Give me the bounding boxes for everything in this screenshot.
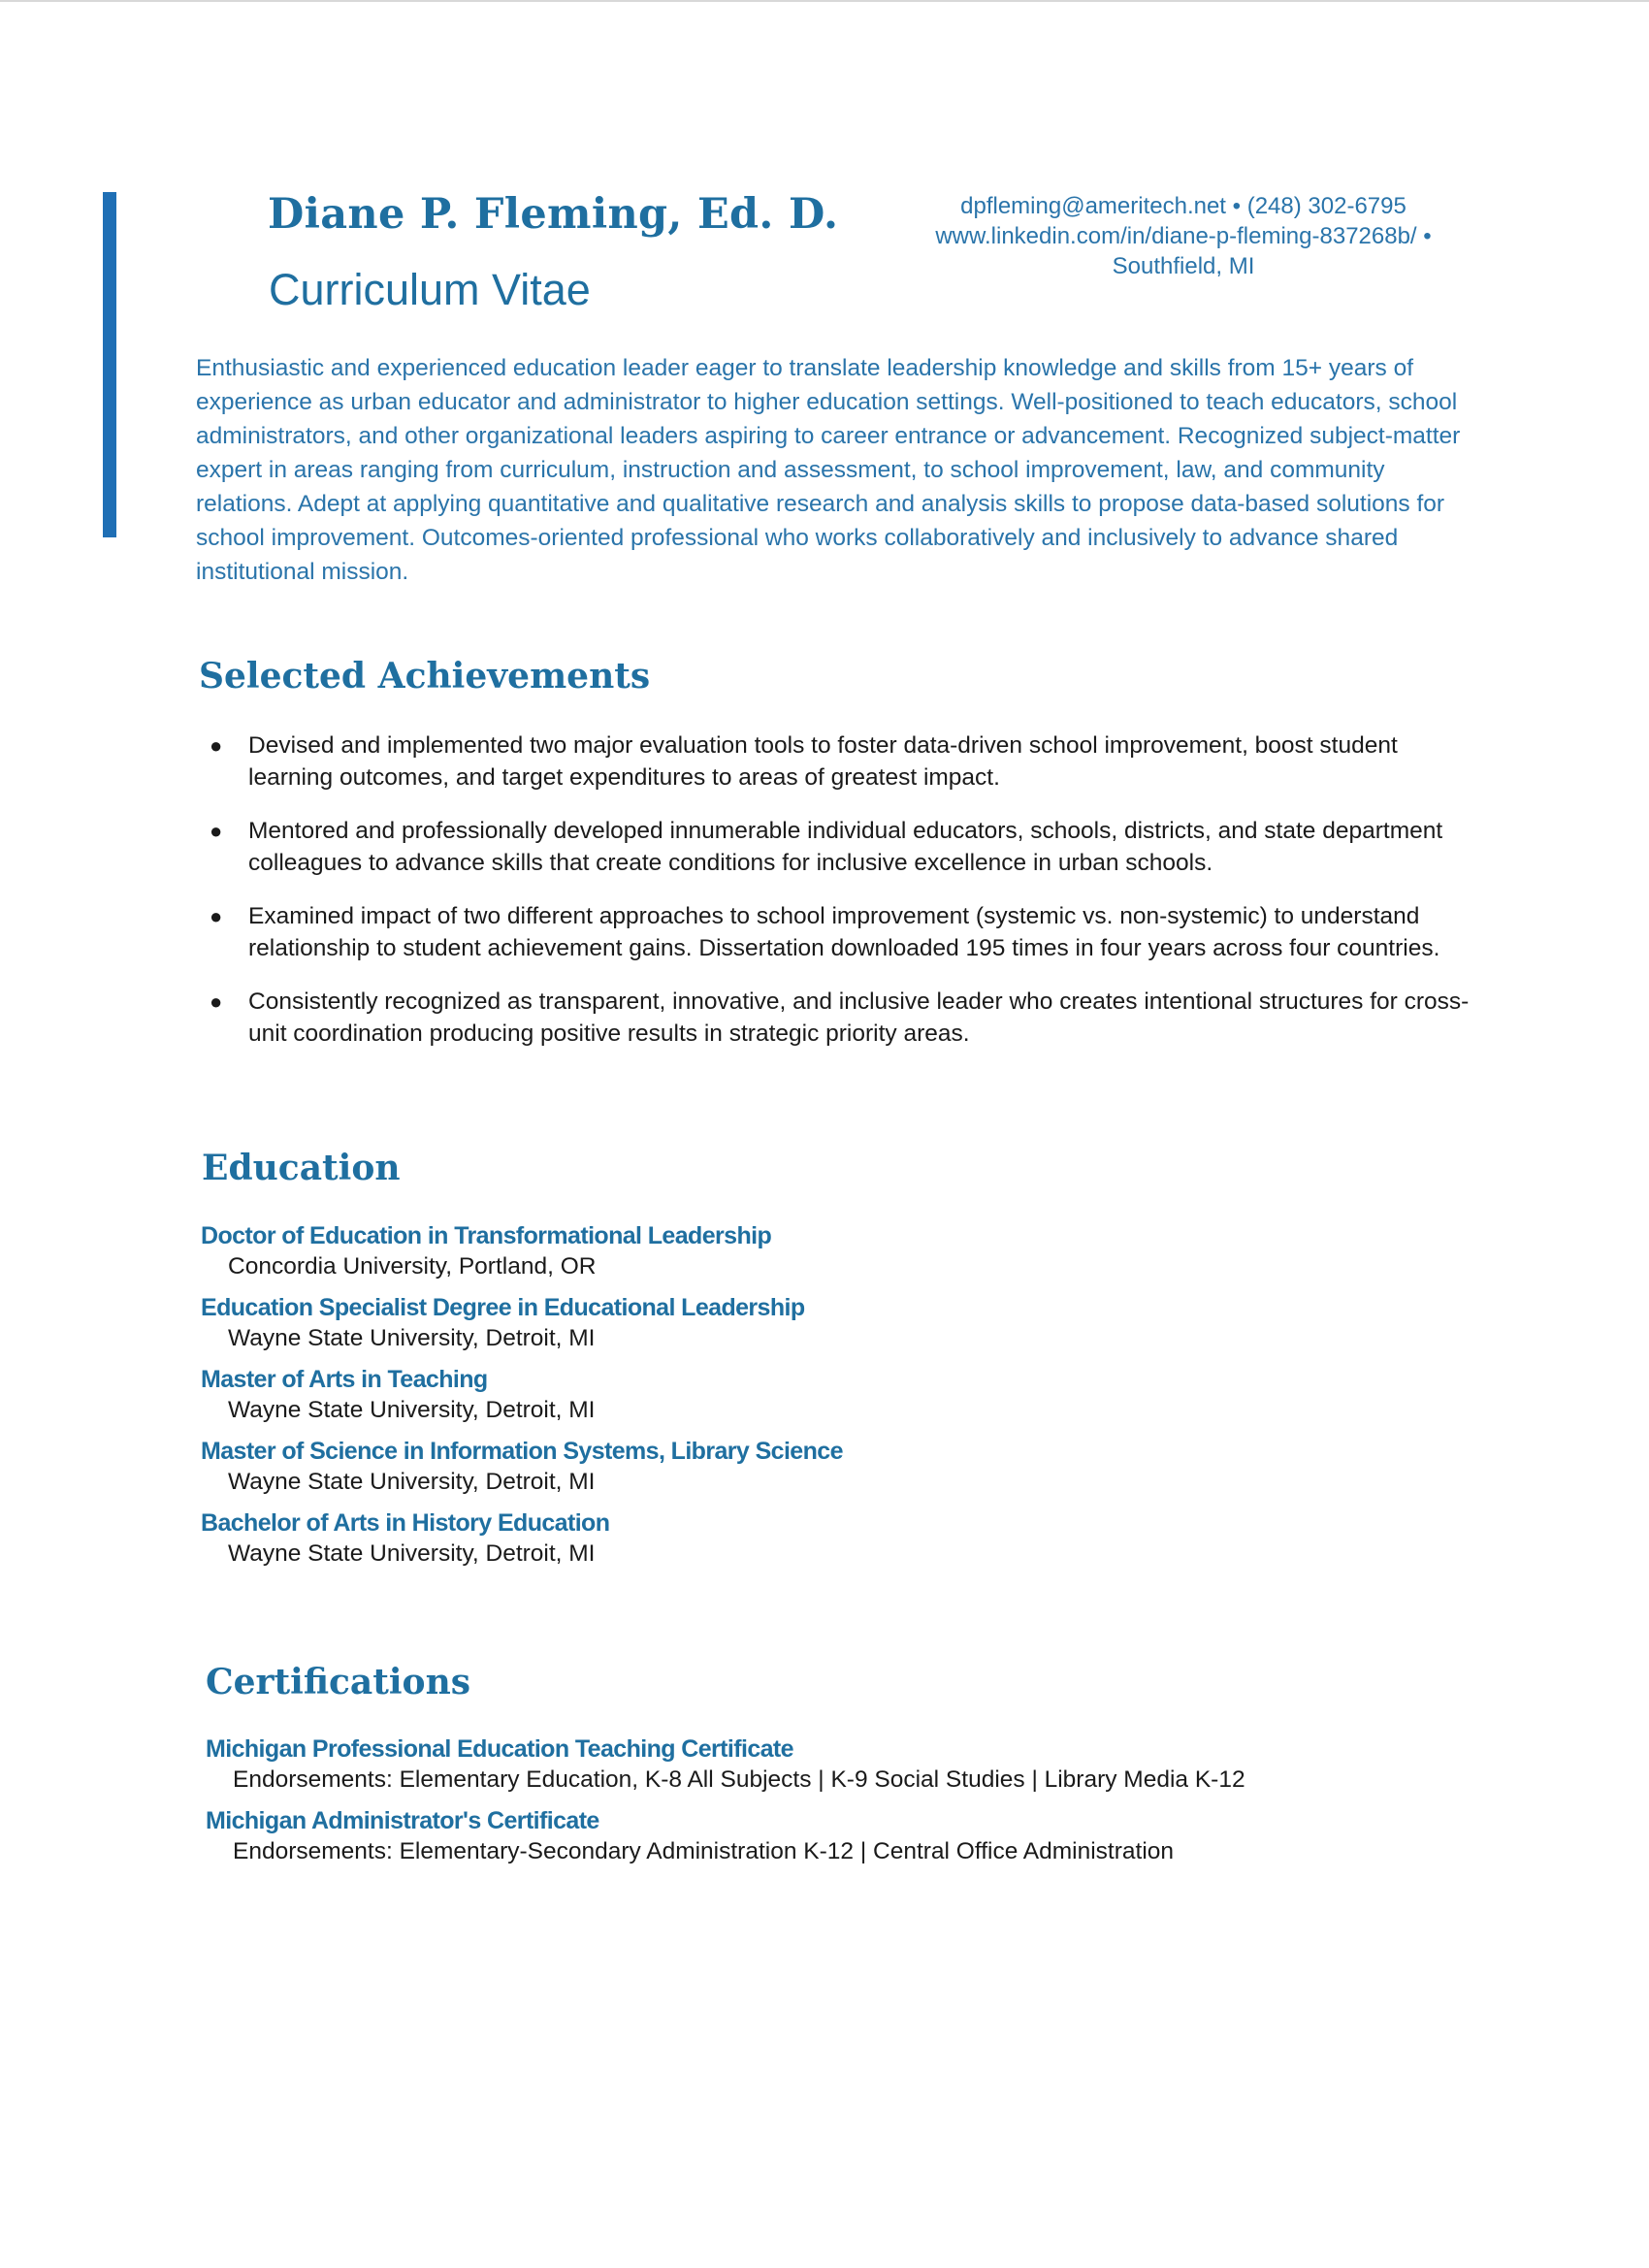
institution: Wayne State University, Detroit, MI: [228, 1325, 596, 1351]
achievement-text: Devised and implemented two major evaluation tools to foster data-driven school improvement, boost student learning outcomes, and target expenditures to areas of greatest impact.: [248, 732, 1398, 791]
education-entry: [201, 1507, 1462, 1570]
education-entry: [201, 1436, 1462, 1498]
education-entry: [201, 1292, 1462, 1354]
degree-title: Doctor of Education in Transformational Leadership: [201, 1222, 772, 1249]
certification-title: Michigan Administrator's Certificate: [206, 1807, 599, 1834]
bullet-icon: ●: [210, 733, 223, 758]
contact-email-phone: dpfleming@ameritech.net • (248) 302-6795: [960, 193, 1406, 219]
contact-location: Southfield, MI: [1112, 253, 1255, 279]
achievement-text: Consistently recognized as transparent, innovative, and inclusive leader who creates intentional structures for cross-unit coordination producing positive results in strategic priority areas.: [248, 988, 1470, 1047]
institution: Wayne State University, Detroit, MI: [228, 1540, 596, 1567]
degree-title: Master of Arts in Teaching: [201, 1366, 488, 1393]
degree-title: Master of Science in Information Systems, Library Science: [201, 1438, 843, 1465]
education-entry: [201, 1220, 1462, 1282]
institution: Concordia University, Portland, OR: [228, 1253, 597, 1280]
achievement-text: Examined impact of two different approaches to school improvement (systemic vs. non-systemic) to understand relationship to student achievement gains. Dissertation downloaded 195 times in four years across four countries.: [248, 903, 1440, 961]
institution: Wayne State University, Detroit, MI: [228, 1397, 596, 1423]
achievement-item: [206, 729, 1486, 794]
achievement-item: [206, 815, 1486, 879]
professional-summary: Enthusiastic and experienced education leader eager to translate leadership knowledge and skills from 15+ years of experience as urban educator and administrator to higher education settings. Well-positioned to teach educators, school administrators, and other organizational leaders aspiring to career entrance or advancement. Recognized subject-matter expert in areas ranging from curriculum, instruction and assessment, to school improvement, law, and community relations. Adept at applying quantitative and qualitative research and analysis skills to propose data-based solutions for school improvement. Outcomes-oriented professional who works collaboratively and inclusively to advance shared institutional mission.: [196, 355, 1461, 585]
bullet-icon: ●: [210, 989, 223, 1014]
accent-bar: [103, 192, 116, 537]
certifications-list: [206, 1733, 1467, 1877]
institution: Wayne State University, Detroit, MI: [228, 1469, 596, 1495]
education-heading: Education: [202, 1148, 401, 1188]
achievements-list: [206, 729, 1486, 1071]
education-entry: [201, 1364, 1462, 1426]
degree-title: Education Specialist Degree in Educational Leadership: [201, 1294, 805, 1321]
document-title: Curriculum Vitae: [269, 265, 591, 314]
bullet-icon: ●: [210, 904, 223, 928]
degree-title: Bachelor of Arts in History Education: [201, 1509, 610, 1537]
contact-block: [873, 191, 1494, 281]
scan-edge: [0, 0, 1649, 2]
bullet-icon: ●: [210, 819, 223, 843]
certification-detail: Endorsements: Elementary-Secondary Administration K-12 | Central Office Administration: [233, 1838, 1175, 1864]
certification-entry: [206, 1733, 1467, 1796]
achievement-text: Mentored and professionally developed innumerable individual educators, schools, districts, and state department colleagues to advance skills that create conditions for inclusive excellence in urban schools.: [248, 818, 1443, 876]
achievement-item: [206, 900, 1486, 964]
contact-linkedin: www.linkedin.com/in/diane-p-fleming-837268b/ •: [935, 223, 1432, 249]
achievements-heading: Selected Achievements: [199, 656, 651, 697]
certification-entry: [206, 1805, 1467, 1867]
achievement-item: [206, 986, 1486, 1050]
certification-title: Michigan Professional Education Teaching Certificate: [206, 1735, 793, 1763]
education-list: [201, 1220, 1462, 1579]
candidate-name: Diane P. Fleming, Ed. D.: [268, 190, 839, 239]
certifications-heading: Certifications: [206, 1662, 471, 1702]
certification-detail: Endorsements: Elementary Education, K-8 All Subjects | K-9 Social Studies | Library Media K-12: [233, 1766, 1245, 1793]
